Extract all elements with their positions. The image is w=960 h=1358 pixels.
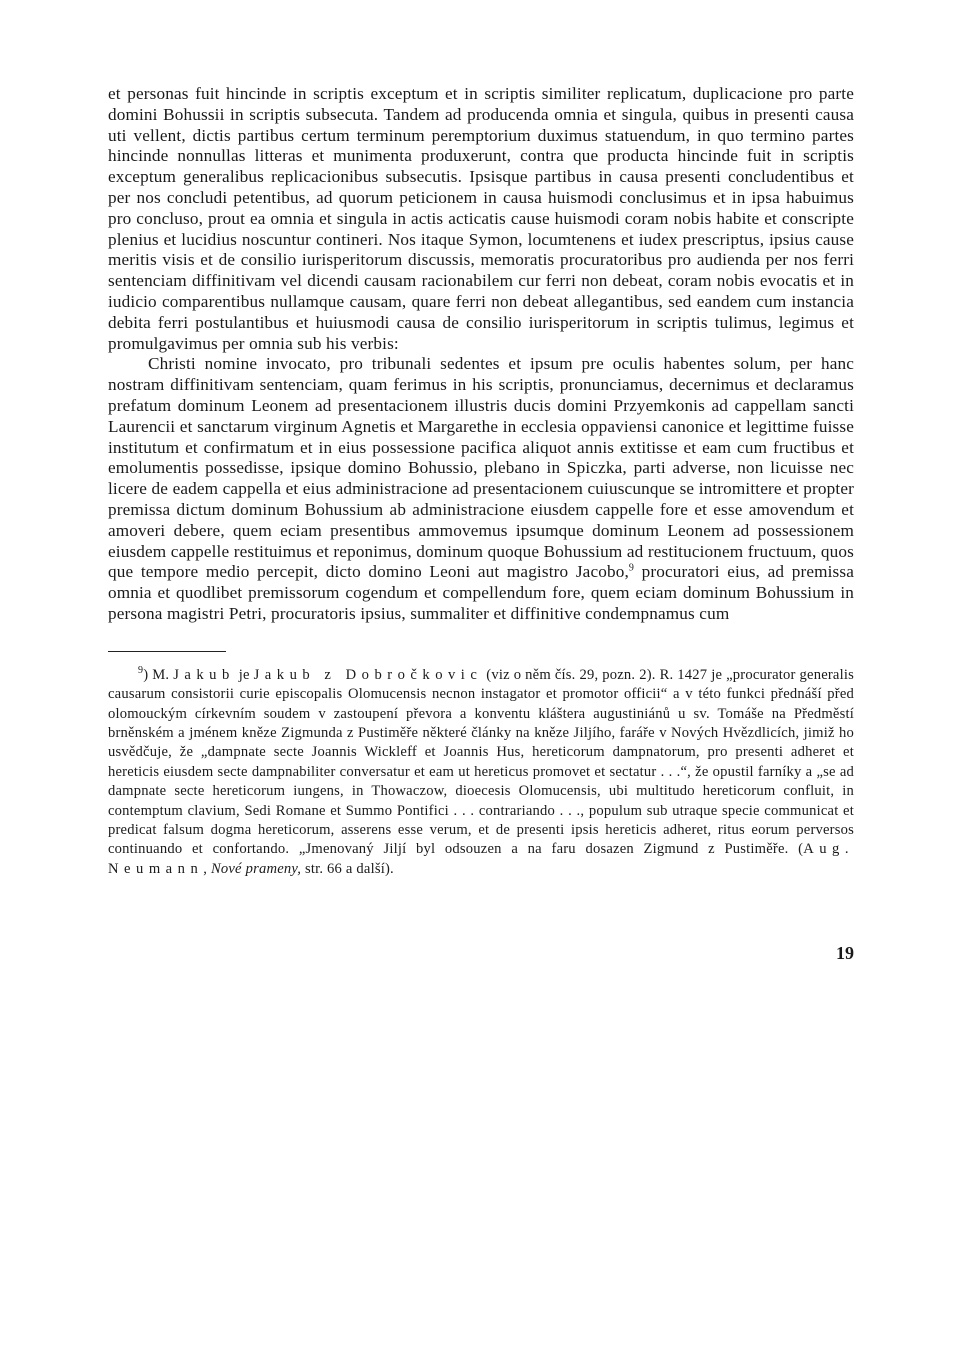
footnote-text [108, 666, 854, 879]
footnote-mark: 9 [138, 664, 144, 676]
main-text [108, 84, 854, 625]
paragraph-2 [108, 354, 854, 624]
page-body [108, 84, 854, 879]
footnote-author-1: Jakub [173, 666, 235, 683]
footnote-lead: ) M. [143, 666, 174, 683]
footnote-9 [108, 666, 854, 879]
footnote-source-title: Nové prameny, [210, 860, 302, 877]
page-number: 19 [836, 943, 854, 963]
footnote-text-3: , [203, 860, 211, 877]
footnote-reference-mark: 9 [628, 562, 635, 574]
paragraph-2-text-after: procuratori eius, ad premissa omnia et quodlibet premissorum cogendum et compellendum fore, quem eciam dominum Bohussium in persona magistri Petri, procuratoris ipsius, summaliter et diffinitive condempnamus cum [108, 562, 855, 623]
footnote-text-2: (viz o něm čís. 29, pozn. 2). R. 1427 je „procurator generalis causarum consistorii curie episcopalis Olomucensis necnon instagator et promotor officii“ a v této funkci přednáší před olomouckým církevním soudem v zastoupení převora a konventu kláštera augustiniánů u sv. Tomáše na Předměstí brněnském a jménem kněze Zigmunda z Pustiměře některé články na kněze Jiljího, faráře v Nových Hvězdlicích, jimiž ho usvědčuje, že „dampnate secte Joannis Wickleff et Joannis Hus, hereticorum dampnatorum, pro presenti adheret et hereticis eiusdem secte dampnabiliter conversatur et eam ut hereticus promovet et sectatur . . .“, že opustil farníky a „se ad dampnate secte hereticorum iungens, in Thowaczow, dioecesis Olomucensis, ubi multitudo hereticorum confluit, in contemptum clavium, Sedi Romane et Summo Pontifici . . . contrariando . . ., populum sub utraque specie communicat et predicat falsum dogma hereticorum, asserens esse verum, et de presenti ipsis hereticis adheret, ritus eorum perversos continuando et confortando. „Jmenovaný Jiljí byl odsouzen a na faru dosazen Zigmund z Pustiměře. ( [108, 666, 854, 858]
footnote-author-2: Jakub z Dobročkovic [253, 666, 483, 683]
footnote-text-1: je [234, 666, 254, 683]
paragraph-2-text-before: Christi nomine invocato, pro tribunali sedentes et ipsum pre oculis habentes solum, per hanc nostram diffinitivam sentenciam, quam ferimus in his scriptis, pronunciamus, decernimus et declaramus prefatum dominum Leonem ad presentacionem illustris ducis domini Przyemkonis ad cappellam sancti Laurencii et sanctarum virginum Agnetis et Margarethe in ecclesia oppaviensi canonice et legittime fuisse institutum et confirmatum et in eius possessione pacifica aliquot annis extitisse et eam cum fructibus et emolumentis possedisse, ipsique domino Bohussio, plebano in Spiczka, parti adverse, non licuisse nec licere de eadem cappella et eius administracione ad presentacionem cuiuscunque se intromittere et propter premissa dictum dominum Bohussium ab administracione eiusdem cappelle fore et esse amovendum et amoveri debere, quem eciam presentibus ammovemus ipsumque dominum Leonem ad possessionem eiusdem cappelle restituimus et reponimus, dominum quoque Bohussium ad restitucionem fructuum, quos que tempore medio percepit, dicto domino Leoni aut magistro Jacobo, [108, 354, 854, 582]
footnote-separator-rule [108, 651, 226, 652]
footnote-text-4: str. 66 a další). [301, 860, 394, 877]
footnote-author-3: Aug. Neumann [108, 841, 854, 877]
paragraph-1: et personas fuit hincinde in scriptis exceptum et in scriptis similiter replicatum, duplicacione pro parte domini Bohussii in scriptis subsecuta. Tandem ad producenda omnia et singula, quibus in presenti causa uti vellent, dictis partibus certum terminum peremptorium duximus statuendum, in quo termino partes hincinde nonnullas litteras et munimenta produxerunt, contra que producta hincinde fuit in scriptis exceptum generalibus replicacionibus subsecutis. Ipsisque partibus in causa presenti concludentibus et per nos concludi petentibus, ad quorum peticionem in causa huismodi conclusimus et in ipsa habuimus pro concluso, prout ea omnia et singula in actis acticatis cause huismodi coram nobis habite et conscripte plenius et lucidius noscuntur contineri. Nos itaque Symon, locumtenens et iudex prescriptus, ipsius cause meritis visis et de consilio iurisperitorum discussis, memoratis procuratoribus pro audienda per nos ferri sentenciam diffinitivam vel dicendi causam racionabilem cur ferri non debeat, coram nobis evocatis et in iudicio comparentibus nullamque causam, quare ferri non debeat allegantibus, sed eandem cum instancia debita ferri postulantibus et huiusmodi causa de consilio iurisperitorum in scriptis tulimus, legimus et promulgavimus per omnia sub his verbis: [108, 84, 854, 353]
